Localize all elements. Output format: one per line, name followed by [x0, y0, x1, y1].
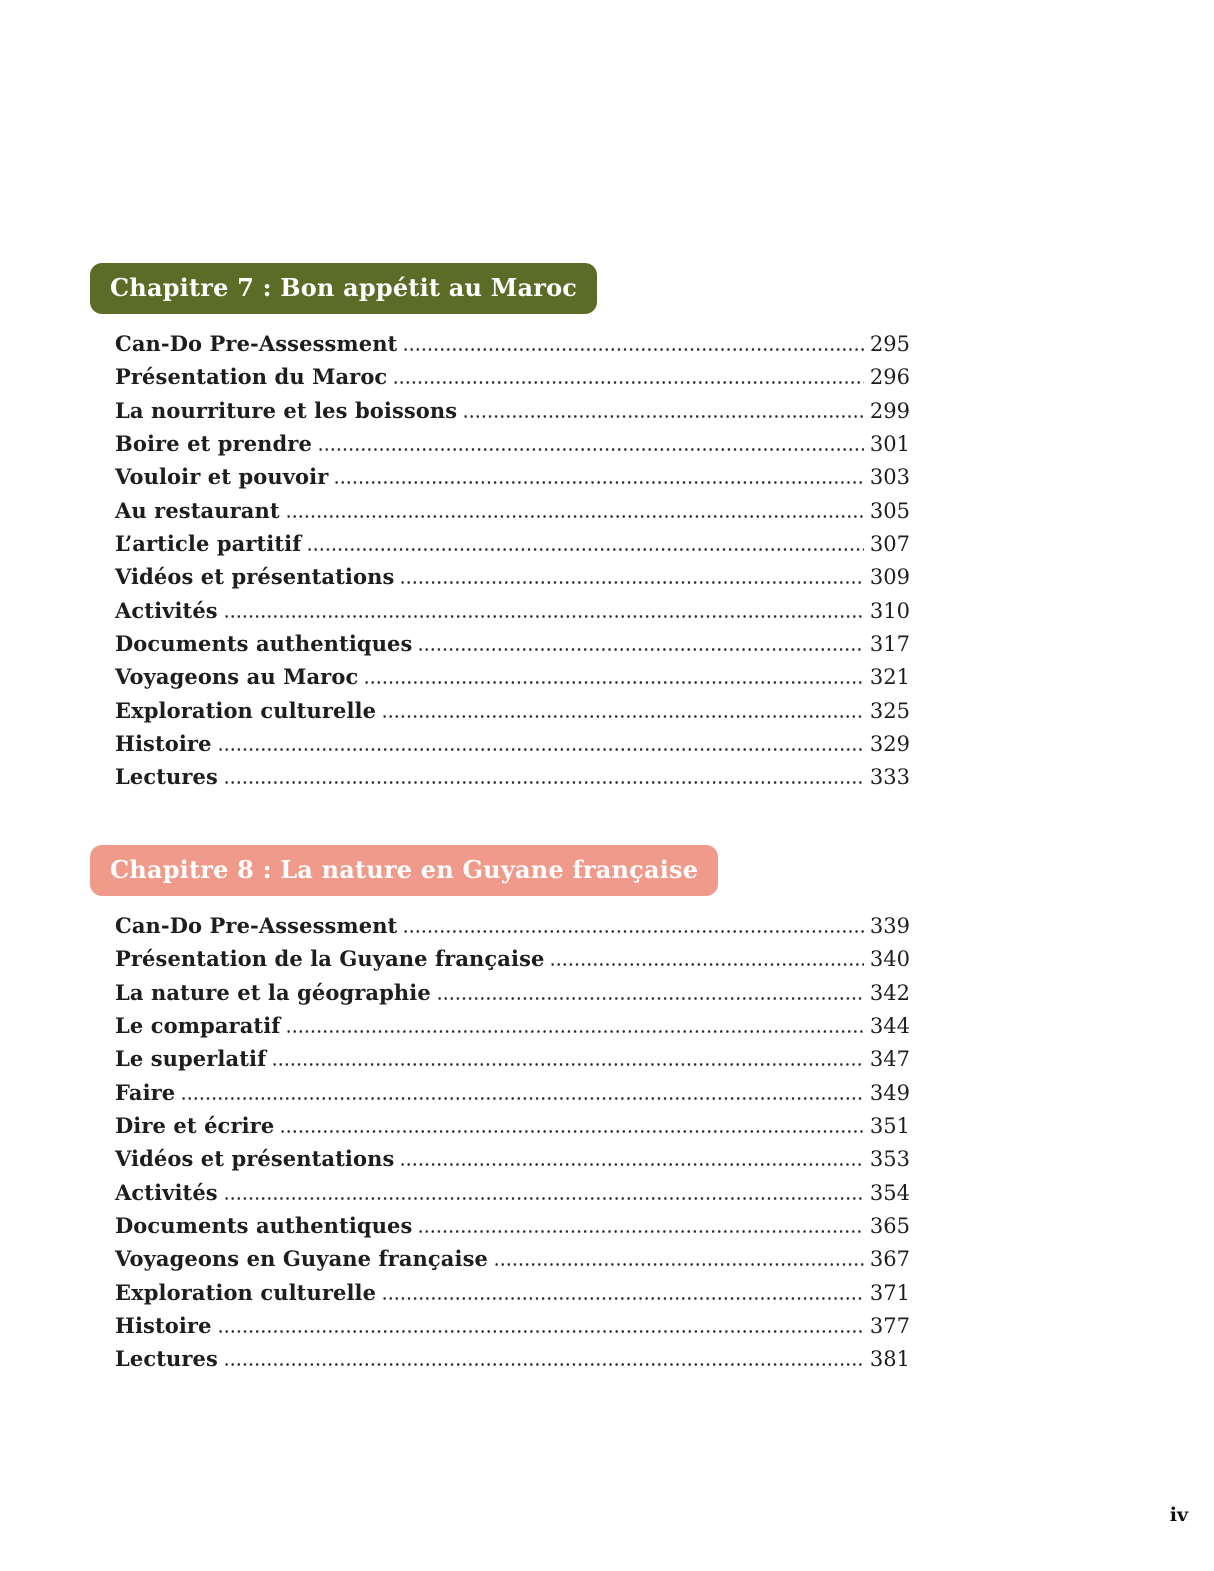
dotted-leader: [394, 381, 864, 384]
toc-entry-label: Lectures: [115, 1346, 218, 1372]
toc-entry-label: L’article partitif: [115, 531, 302, 557]
dotted-leader: [401, 1163, 864, 1166]
toc-entry-label: Présentation du Maroc: [115, 364, 388, 390]
dotted-leader: [225, 1363, 864, 1366]
chapter-badge: Chapitre 8 : La nature en Guyane française: [90, 845, 718, 896]
toc-entry-page: 310: [869, 598, 910, 623]
toc-entry-label: Exploration culturelle: [115, 697, 377, 723]
dotted-leader: [225, 1197, 864, 1200]
toc-entry-label: Activités: [115, 1179, 218, 1205]
dotted-leader: [383, 715, 864, 718]
toc-entry-page: 307: [869, 532, 910, 557]
toc-entry-label: Documents authentiques: [115, 631, 413, 657]
toc-entry-label: Lectures: [115, 764, 218, 790]
toc-entry-label: Voyageons au Maroc: [115, 664, 359, 690]
toc-entry-page: 303: [869, 465, 910, 490]
toc-entry-label: Vouloir et pouvoir: [115, 464, 329, 490]
dotted-leader: [225, 615, 864, 618]
toc-entry: [115, 660, 910, 693]
dotted-leader: [308, 548, 864, 551]
dotted-leader: [383, 1297, 864, 1300]
dotted-leader: [401, 581, 864, 584]
toc-entry-page: 342: [869, 980, 910, 1005]
toc-entry: [115, 627, 910, 660]
toc-entry-page: 365: [869, 1214, 910, 1239]
dotted-leader: [287, 1030, 863, 1033]
toc-entry-label: Boire et prendre: [115, 431, 312, 457]
toc-entry-page: 344: [869, 1014, 910, 1039]
toc-entry-page: 321: [869, 665, 910, 690]
toc-list: [90, 327, 910, 794]
toc-entry: [115, 1009, 910, 1042]
dotted-leader: [404, 348, 864, 351]
toc-entry: [115, 1042, 910, 1075]
dotted-leader: [182, 1097, 864, 1100]
toc-entry: [115, 1142, 910, 1175]
toc-entry: [115, 494, 910, 527]
dotted-leader: [273, 1063, 864, 1066]
toc-entry-label: Documents authentiques: [115, 1213, 413, 1239]
toc-entry: [115, 1109, 910, 1142]
toc-entry: [115, 1209, 910, 1242]
toc-entry-page: 381: [869, 1347, 910, 1372]
toc-entry-label: Can-Do Pre-Assessment: [115, 331, 398, 356]
toc-entry-label: Voyageons en Guyane française: [115, 1246, 488, 1272]
toc-entry-label: Le superlatif: [115, 1046, 267, 1072]
toc-entry-page: 351: [869, 1114, 910, 1139]
toc-entry: [115, 1276, 910, 1309]
toc-entry-page: 353: [869, 1147, 910, 1172]
dotted-leader: [419, 648, 863, 651]
toc-entry-label: Présentation de la Guyane française: [115, 946, 545, 972]
toc-entry-label: La nature et la géographie: [115, 979, 431, 1005]
toc-entry: [115, 1309, 910, 1342]
page-number: iv: [1169, 1504, 1188, 1526]
toc-entry: [115, 560, 910, 593]
dotted-leader: [319, 448, 864, 451]
chapter-badge: Chapitre 7 : Bon appétit au Maroc: [90, 263, 597, 314]
toc-entry-label: Le comparatif: [115, 1013, 281, 1039]
toc-entry-label: La nourriture et les boissons: [115, 397, 458, 423]
toc-entry: [115, 360, 910, 393]
toc-entry: [115, 1076, 910, 1109]
toc-entry-page: 333: [869, 765, 910, 790]
toc-entry-page: 299: [869, 398, 910, 423]
dotted-leader: [225, 781, 864, 784]
toc-entry: [115, 976, 910, 1009]
toc-entry: [115, 727, 910, 760]
toc-entry-label: Exploration culturelle: [115, 1279, 377, 1305]
toc-entry: [115, 460, 910, 493]
dotted-leader: [219, 1330, 864, 1333]
toc-entry-label: Faire: [115, 1079, 176, 1105]
toc-entry: [115, 527, 910, 560]
dotted-leader: [281, 1130, 864, 1133]
dotted-leader: [419, 1230, 863, 1233]
chapter-section: [90, 263, 910, 794]
toc-entry-page: 349: [869, 1080, 910, 1105]
dotted-leader: [404, 930, 864, 933]
toc-entry-page: 301: [869, 432, 910, 457]
toc-entry-label: Histoire: [115, 731, 212, 757]
toc-entry-page: 325: [869, 698, 910, 723]
toc-entry-page: 317: [869, 632, 910, 657]
dotted-leader: [219, 748, 864, 751]
dotted-leader: [335, 481, 864, 484]
dotted-leader: [551, 963, 863, 966]
toc-entry-page: 305: [869, 498, 910, 523]
toc-entry-label: Vidéos et présentations: [115, 1146, 395, 1172]
toc-entry: [115, 1242, 910, 1275]
toc-entry: [115, 427, 910, 460]
chapter-section: [90, 845, 910, 1376]
dotted-leader: [438, 997, 864, 1000]
toc-entry-label: Au restaurant: [115, 497, 280, 523]
toc-entry-label: Can-Do Pre-Assessment: [115, 913, 398, 938]
toc-entry: [115, 760, 910, 793]
dotted-leader: [495, 1263, 864, 1266]
toc-entry-page: 367: [869, 1247, 910, 1272]
toc-entry-page: 354: [869, 1180, 910, 1205]
toc-entry-page: 371: [869, 1280, 910, 1305]
toc-entry-page: 347: [869, 1047, 910, 1072]
toc-entry-label: Dire et écrire: [115, 1113, 275, 1139]
toc-entry: [115, 942, 910, 975]
toc-entry-label: Vidéos et présentations: [115, 564, 395, 590]
dotted-leader: [287, 515, 864, 518]
toc-list: [90, 909, 910, 1376]
toc-entry: [115, 694, 910, 727]
toc-entry: [115, 1176, 910, 1209]
toc-entry-page: 329: [869, 732, 910, 757]
toc-entry: [115, 1342, 910, 1375]
dotted-leader: [365, 681, 864, 684]
toc-entry-page: 339: [869, 914, 910, 938]
toc-entry-label: Activités: [115, 597, 218, 623]
toc-entry-page: 296: [869, 365, 910, 390]
toc-entry-page: 377: [869, 1314, 910, 1339]
toc-entry: [115, 394, 910, 427]
toc-entry-page: 309: [869, 565, 910, 590]
toc-entry: [115, 327, 910, 360]
toc-entry-page: 295: [869, 332, 910, 356]
toc-entry-page: 340: [869, 947, 910, 972]
dotted-leader: [464, 415, 864, 418]
toc-entry: [115, 594, 910, 627]
toc-entry-label: Histoire: [115, 1313, 212, 1339]
toc-entry: [115, 909, 910, 942]
